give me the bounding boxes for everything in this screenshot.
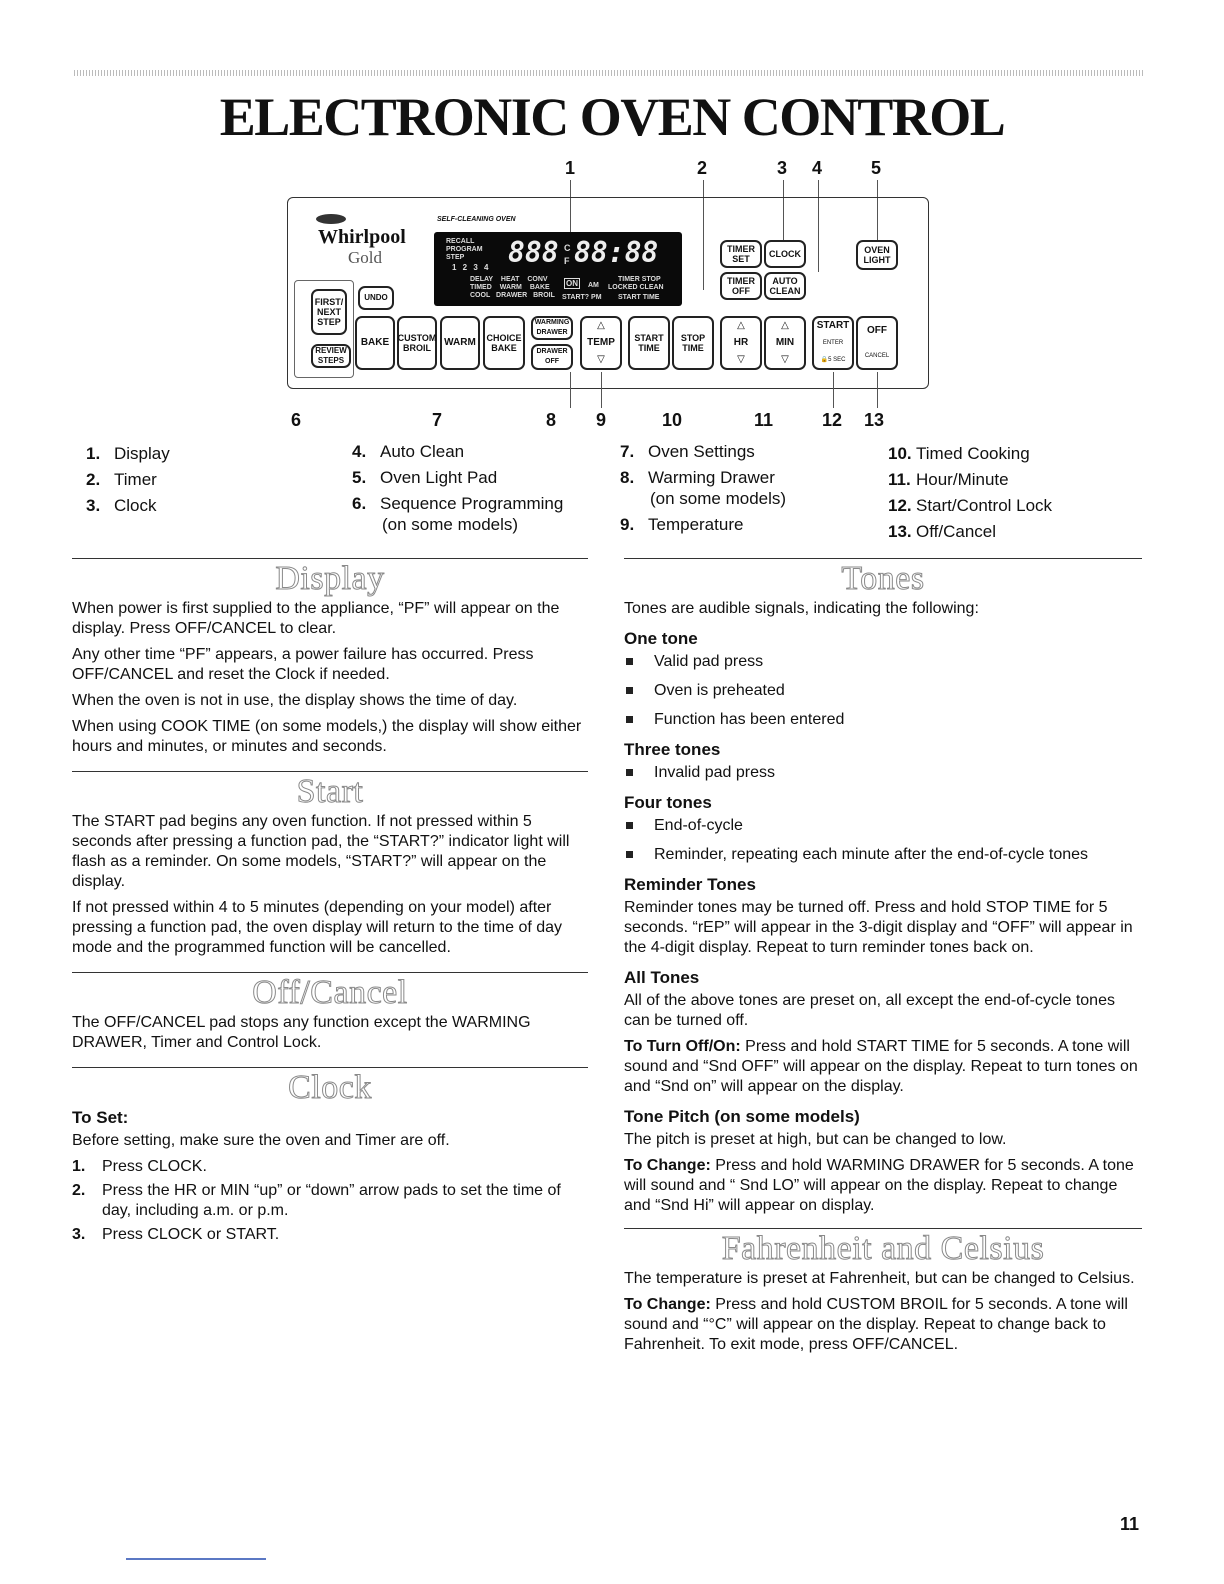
legend-item: 4. Auto Clean xyxy=(352,442,465,461)
cancel-label: CANCEL xyxy=(864,352,890,359)
three-tones-list xyxy=(624,763,1142,783)
clock-intro: Before setting, make sure the oven and Timer are off. xyxy=(72,1132,450,1149)
top-decorative-band xyxy=(74,70,1144,76)
custom-broil-button[interactable]: CUSTOM BROIL xyxy=(397,316,437,370)
min-up-arrow-icon[interactable]: △ xyxy=(781,320,789,332)
legend-item: 1. Display xyxy=(86,444,170,463)
lcd-3-digit: 888 xyxy=(508,236,559,269)
clock-steps xyxy=(72,1157,588,1245)
display-paragraph: When the oven is not in use, the display shows the time of day. xyxy=(72,692,518,709)
lcd-step: STEP xyxy=(446,254,465,261)
start-time-button[interactable]: START TIME xyxy=(628,316,670,370)
legend-item: 8. Warming Drawer xyxy=(620,468,775,487)
tones-heading: Tones xyxy=(841,560,925,597)
temp-up-arrow-icon[interactable]: △ xyxy=(597,320,605,332)
clock-heading: Clock xyxy=(288,1069,372,1106)
list-item: Invalid pad press xyxy=(624,763,1142,783)
start-paragraph: The START pad begins any oven function. If not pressed within 5 seconds after pressing a function pad, the “START?” indicator light will flash as a reminder. On some models, “START?” will appear on the display. xyxy=(72,813,570,890)
hr-pad xyxy=(720,316,762,370)
lcd-recall: RECALL xyxy=(446,238,475,245)
lcd-4-digit: 88:88 xyxy=(574,236,659,269)
list-item: Oven is preheated xyxy=(624,681,1142,701)
clock-step: 1. Press CLOCK. xyxy=(72,1158,207,1175)
undo-button[interactable]: UNDO xyxy=(358,286,394,310)
lcd-start-pm: START? PM xyxy=(562,294,602,301)
one-tone-title: One tone xyxy=(624,629,698,648)
off-label: OFF xyxy=(867,324,887,336)
logo-swirl-icon xyxy=(316,214,346,224)
display-heading: Display xyxy=(275,560,385,597)
bake-button[interactable]: BAKE xyxy=(355,316,395,370)
temp-pad xyxy=(580,316,622,370)
callout-1: 1 xyxy=(565,158,576,178)
start-button[interactable] xyxy=(812,316,854,370)
choice-bake-button[interactable]: CHOICE BAKE xyxy=(483,316,525,370)
right-column xyxy=(624,558,1142,1361)
temp-down-arrow-icon[interactable]: ▽ xyxy=(597,353,605,365)
legend-item: 10. Timed Cooking xyxy=(888,444,1030,463)
list-item: Function has been entered xyxy=(624,710,1142,730)
callout-5: 5 xyxy=(871,158,882,178)
warm-button[interactable]: WARM xyxy=(440,316,480,370)
legend-column-2 xyxy=(352,441,563,535)
section-rule xyxy=(72,771,588,772)
lcd-cf: C F xyxy=(564,243,571,266)
legend-column-1 xyxy=(86,441,170,519)
warming-drawer-button[interactable]: WARMING DRAWER xyxy=(531,316,573,340)
callout-13: 13 xyxy=(864,410,885,430)
left-column xyxy=(72,558,588,1249)
hr-down-arrow-icon[interactable]: ▽ xyxy=(737,353,745,365)
start-heading: Start xyxy=(296,773,364,810)
all-tones-title: All Tones xyxy=(624,968,700,987)
lcd-row1: DELAY HEAT CONV xyxy=(470,276,548,283)
off-cancel-button[interactable] xyxy=(856,316,898,370)
leader-line xyxy=(601,372,602,408)
lcd-row3: COOL DRAWER BROIL xyxy=(470,292,555,299)
stop-time-button[interactable]: STOP TIME xyxy=(672,316,714,370)
display-paragraph: Any other time “PF” appears, a power failure has occurred. Press OFF/CANCEL and reset the Clock if needed. xyxy=(72,646,534,683)
lcd-start-time: START TIME xyxy=(618,294,660,301)
temp-label: TEMP xyxy=(587,336,615,348)
lock-icon: 🔒 xyxy=(820,356,829,363)
five-sec-label: 5 SEC xyxy=(828,356,846,363)
start-label: START xyxy=(816,320,850,332)
fahrenheit-heading: Fahrenheit and Celsius xyxy=(721,1230,1045,1267)
lcd-row2: TIMED WARM BAKE xyxy=(470,284,550,291)
offcancel-paragraph: The OFF/CANCEL pad stops any function except the WARMING DRAWER, Timer and Control Lock. xyxy=(72,1014,531,1051)
legend-note: (on some models) xyxy=(382,515,519,534)
section-rule xyxy=(624,558,1142,559)
page-number: 11 xyxy=(1120,1514,1140,1534)
reminder-tones-title: Reminder Tones xyxy=(624,875,756,894)
callout-9: 9 xyxy=(596,410,607,430)
section-rule xyxy=(624,1228,1142,1229)
tone-pitch-change: To Change: Press and hold WARMING DRAWER for 5 seconds. A tone will sound and “ Snd LO” will appear on the display. Repeat to change and “Snd Hi” will appear on display. xyxy=(624,1157,1134,1214)
display-paragraph: When power is first supplied to the appliance, “PF” will appear on the display. Press OFF/CANCEL to clear. xyxy=(72,600,560,637)
section-rule xyxy=(72,972,588,973)
list-item: End-of-cycle xyxy=(624,816,1142,836)
timer-off-button[interactable]: TIMER OFF xyxy=(720,272,762,300)
callout-10: 10 xyxy=(662,410,683,430)
legend-item: 9. Temperature xyxy=(620,515,744,534)
callout-3: 3 xyxy=(777,158,788,178)
min-label: MIN xyxy=(775,336,795,348)
callout-12: 12 xyxy=(822,410,843,430)
auto-clean-button[interactable]: AUTO CLEAN xyxy=(764,272,806,300)
lcd-timer-stop: TIMER STOP xyxy=(618,276,661,283)
oven-light-button[interactable]: OVEN LIGHT xyxy=(856,240,898,270)
legend-item: 3. Clock xyxy=(86,496,157,515)
reminder-tones-text: Reminder tones may be turned off. Press and hold STOP TIME for 5 seconds. “rEP” will appear in the 3-digit display and “OFF” will appear in the 4-digit display. Repeat to turn reminder tones back on. xyxy=(624,899,1133,956)
min-down-arrow-icon[interactable]: ▽ xyxy=(781,353,789,365)
clock-step: 3. Press CLOCK or START. xyxy=(72,1226,280,1243)
self-cleaning-label: SELF-CLEANING OVEN xyxy=(437,216,516,223)
legend-item: 6. Sequence Programming xyxy=(352,494,564,513)
lcd-program: PROGRAM xyxy=(446,246,483,253)
min-pad xyxy=(764,316,806,370)
legend-item: 5. Oven Light Pad xyxy=(352,468,498,487)
legend-item: 13. Off/Cancel xyxy=(888,522,997,541)
display-paragraph: When using COOK TIME (on some models,) the display will show either hours and minutes, or minutes and seconds. xyxy=(72,718,582,755)
legend-item: 11. Hour/Minute xyxy=(888,470,1009,489)
leader-line xyxy=(570,372,571,408)
clock-to-set: To Set: xyxy=(72,1108,129,1127)
hr-up-arrow-icon[interactable]: △ xyxy=(737,320,745,332)
legend-item: 2. Timer xyxy=(86,470,157,489)
legend-item: 12. Start/Control Lock xyxy=(888,496,1053,515)
legend-item: 7. Oven Settings xyxy=(620,442,755,461)
four-tones-title: Four tones xyxy=(624,793,712,812)
list-item: Valid pad press xyxy=(624,652,1142,672)
enter-label: ENTER xyxy=(822,339,844,346)
fahrenheit-paragraph: The temperature is preset at Fahrenheit, but can be changed to Celsius. xyxy=(624,1270,1135,1287)
callout-7: 7 xyxy=(432,410,443,430)
section-rule xyxy=(72,1067,588,1068)
start-paragraph: If not pressed within 4 to 5 minutes (depending on your model) after pressing a function pad, the oven display will return to the time of day mode and the programmed function will be cancelled. xyxy=(72,899,563,956)
leader-line xyxy=(833,372,834,408)
legend-note: (on some models) xyxy=(650,489,787,508)
lock-5sec-label xyxy=(821,355,846,365)
callout-2: 2 xyxy=(697,158,708,178)
tones-intro: Tones are audible signals, indicating the following: xyxy=(624,600,979,617)
tone-pitch-title: Tone Pitch (on some models) xyxy=(624,1107,860,1126)
drawer-off-button[interactable]: DRAWER OFF xyxy=(531,344,573,370)
callout-8: 8 xyxy=(546,410,557,430)
logo-gold: Gold xyxy=(348,248,382,267)
first-next-step-button[interactable]: FIRST/ NEXT STEP xyxy=(311,289,347,335)
list-item: Reminder, repeating each minute after the end-of-cycle tones xyxy=(624,845,1142,865)
clock-step: 2. Press the HR or MIN “up” or “down” arrow pads to set the time of day, including a.m. or p.m. xyxy=(72,1182,561,1219)
page-title: ELECTRONIC OVEN CONTROL xyxy=(219,87,1005,147)
lcd-locked-clean: LOCKED CLEAN xyxy=(608,284,664,291)
lcd-step-numbers: 1 2 3 4 xyxy=(452,263,491,272)
leader-line xyxy=(877,372,878,408)
all-tones-text: All of the above tones are preset on, all except the end-of-cycle tones can be turned off. xyxy=(624,992,1115,1029)
tone-pitch-text: The pitch is preset at high, but can be changed to low. xyxy=(624,1131,1007,1148)
lcd-am: AM xyxy=(588,282,599,289)
review-steps-button[interactable]: REVIEW STEPS xyxy=(311,344,351,368)
legend-column-3 xyxy=(620,441,786,535)
fahrenheit-change: To Change: Press and hold CUSTOM BROIL for 5 seconds. A tone will sound and “°C” will appear on the display. Repeat to change back to Fahrenheit. To exit mode, press OFF/CANCEL. xyxy=(624,1296,1128,1353)
whirlpool-logo xyxy=(316,214,416,274)
offcancel-heading: Off/Cancel xyxy=(252,974,408,1011)
callout-6: 6 xyxy=(291,410,302,430)
four-tones-list xyxy=(624,816,1142,865)
callout-11: 11 xyxy=(754,410,774,430)
callout-4: 4 xyxy=(812,158,823,178)
turn-off-on-paragraph: To Turn Off/On: Press and hold START TIME for 5 seconds. A tone will sound and “Snd OFF” will appear on the display. Repeat to turn tones on and “Snd on” will appear on the display. xyxy=(624,1038,1138,1095)
logo-text: Whirlpool xyxy=(318,226,406,248)
footer-line xyxy=(126,1558,266,1560)
lcd-on: ON xyxy=(566,279,578,288)
legend-column-4 xyxy=(888,441,1052,545)
three-tones-title: Three tones xyxy=(624,740,721,759)
one-tone-list xyxy=(624,652,1142,730)
oven-display xyxy=(434,232,682,306)
section-rule xyxy=(72,558,588,559)
clock-button[interactable]: CLOCK xyxy=(764,240,806,268)
timer-set-button[interactable]: TIMER SET xyxy=(720,240,762,268)
hr-label: HR xyxy=(733,336,749,348)
